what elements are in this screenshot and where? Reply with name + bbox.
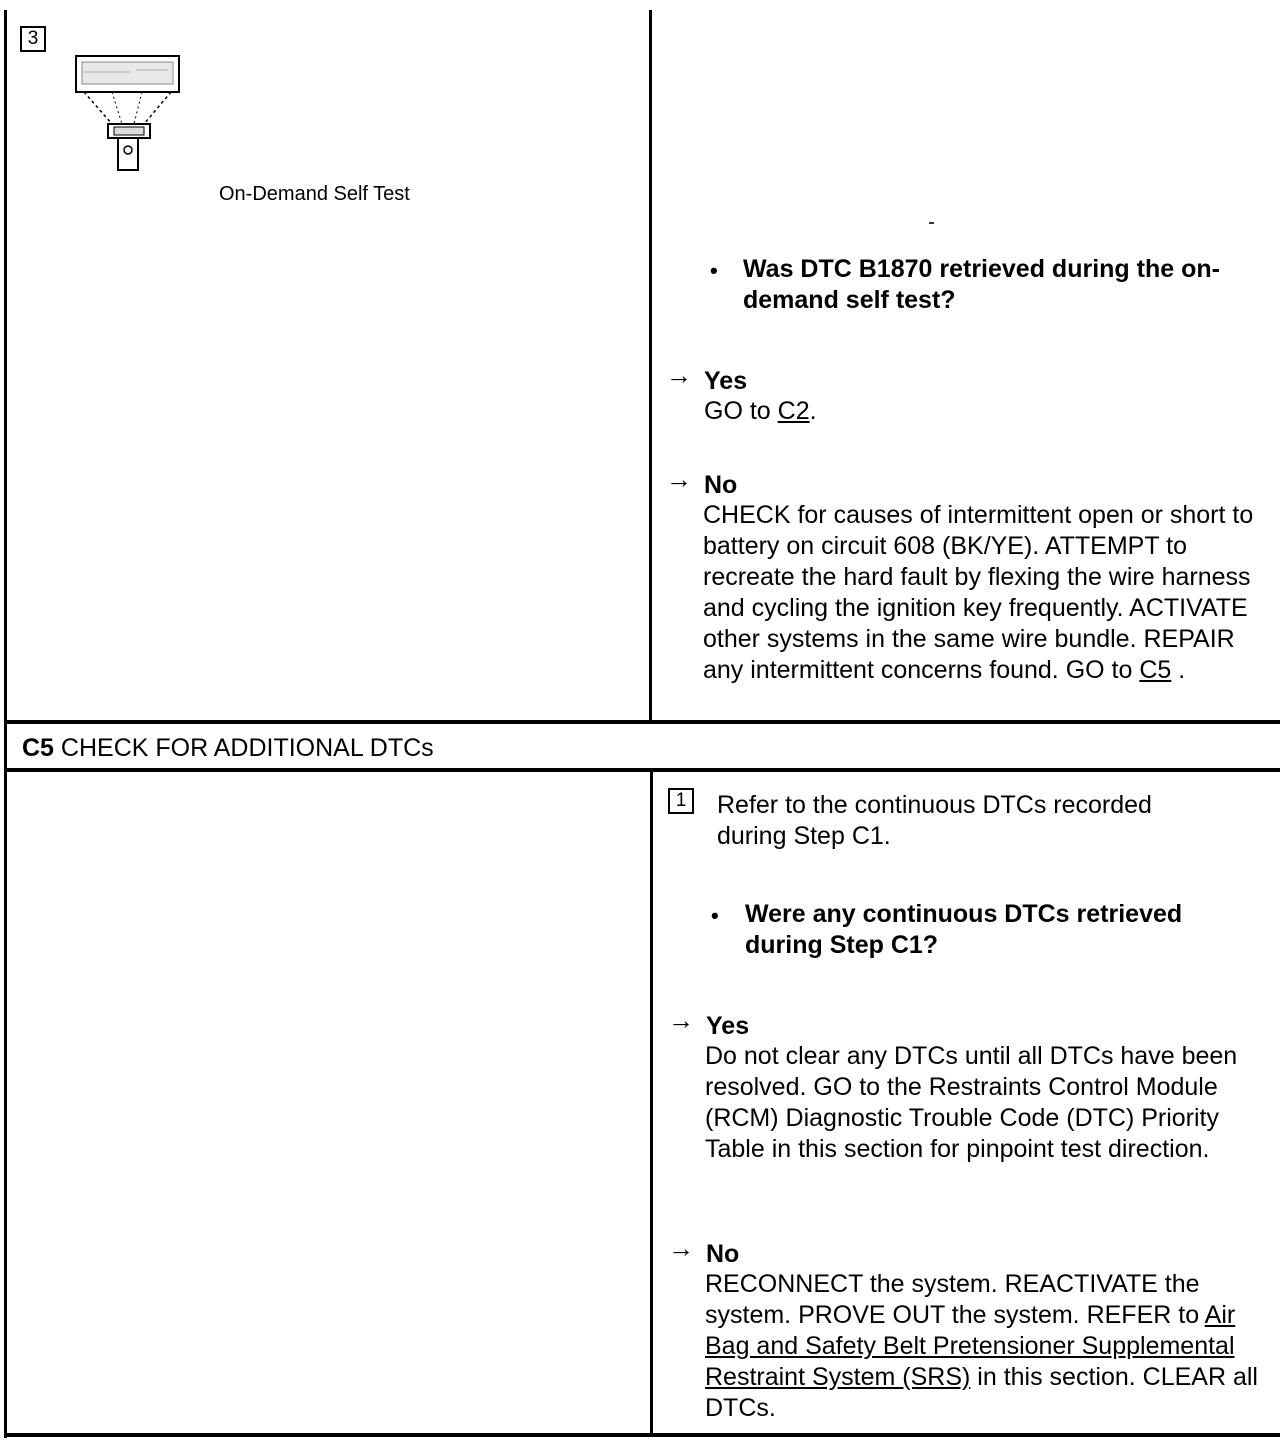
c5-question: Were any continuous DTCs retrieved during Step C1? xyxy=(745,900,1183,959)
c5-instruction: Refer to the continuous DTCs recorded during Step C1. xyxy=(717,791,1152,850)
no-arrow-icon: → xyxy=(668,1233,694,1263)
step3-no-text xyxy=(703,500,1277,686)
step3-yes-suffix: . xyxy=(809,397,817,425)
scan-tool-icon xyxy=(70,52,185,174)
question-bullet: • xyxy=(710,258,718,283)
step-number-box: 1 xyxy=(668,788,694,814)
yes-arrow-icon: → xyxy=(668,1005,694,1035)
column-divider-bottom xyxy=(650,770,653,1436)
step3-question: Was DTC B1870 retrieved during the on-demand self test? xyxy=(743,255,1220,314)
c5-no-text xyxy=(705,1269,1265,1424)
c5-no-prefix: RECONNECT the system. REACTIVATE the system. PROVE OUT the system. REFER to xyxy=(705,1270,1205,1329)
step3-yes-label: Yes xyxy=(704,367,748,395)
section-code: C5 xyxy=(22,734,54,762)
step3-yes-prefix: GO to xyxy=(704,397,778,425)
link-airbag-srs[interactable]: Air Bag and Safety Belt Pretensioner Supplemental Restraint System (SRS) xyxy=(705,1301,1236,1391)
c5-no-suffix: in this section. CLEAR all DTCs. xyxy=(705,1363,1258,1422)
c5-yes-label: Yes xyxy=(706,1012,750,1040)
speck xyxy=(929,222,934,224)
yes-arrow-icon: → xyxy=(666,360,692,390)
section-title: CHECK FOR ADDITIONAL DTCs xyxy=(60,734,434,762)
step3-no-body: CHECK for causes of intermittent open or short to battery on circuit 608 (BK/YE). ATTEMPT to recreate the hard fault by flexing the wire harness and cycling the ignition key frequently. ACTIVATE other systems in the same wire bundle. REPAIR any intermittent concerns found. GO to xyxy=(703,501,1254,684)
link-c2[interactable]: C2 xyxy=(777,397,810,425)
c5-yes-text: Do not clear any DTCs until all DTCs have been resolved. GO to the Restraints Control Module (RCM) Diagnostic Trouble Code (DTC) Priority Table in this section for pinpoint test direction. xyxy=(705,1042,1238,1163)
image-caption: On-Demand Self Test xyxy=(219,183,410,205)
section-header-c5 xyxy=(22,734,434,763)
step3-no-label: No xyxy=(704,471,738,499)
step3-yes-text xyxy=(704,396,1264,427)
no-arrow-icon: → xyxy=(666,464,692,494)
column-divider-top xyxy=(649,10,652,724)
step-number-box: 3 xyxy=(20,26,46,52)
table-left-border xyxy=(4,10,7,1438)
link-c5[interactable]: C5 xyxy=(1139,656,1172,684)
step3-no-suffix: . xyxy=(1171,656,1186,684)
c5-no-label: No xyxy=(706,1240,740,1268)
row-divider-upper xyxy=(4,720,1280,724)
table-bottom-border xyxy=(4,1433,1280,1437)
question-bullet: • xyxy=(711,903,719,928)
row-divider-lower xyxy=(4,768,1280,772)
